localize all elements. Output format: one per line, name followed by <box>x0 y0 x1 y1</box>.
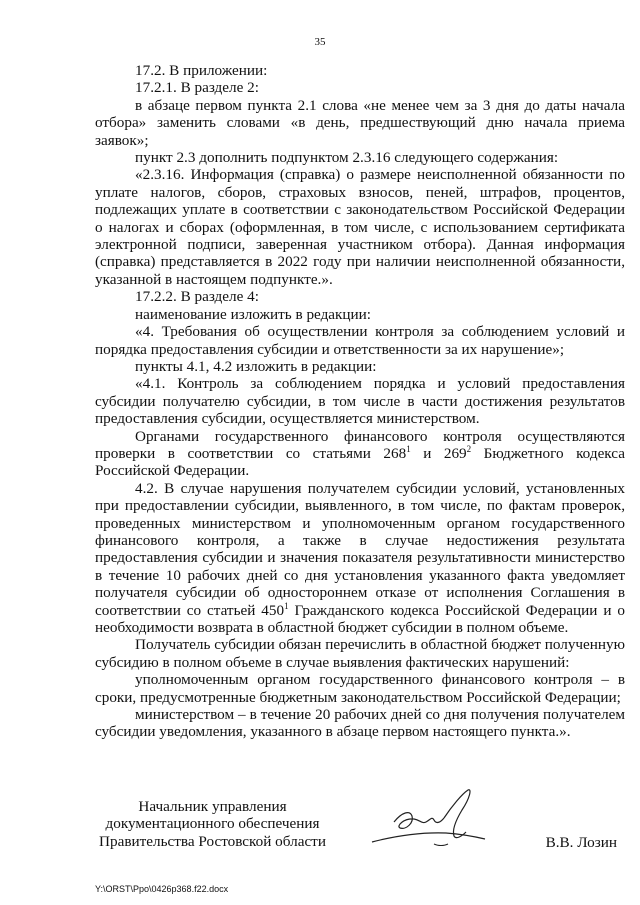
paragraph: «2.3.16. Информация (справка) о размере неисполненной обязанности по уплате налогов, сборов, страховых взносов, пеней, штрафов, процентов, подлежащих уплате в соответствии с законодательством Российской Федерации о налогах и сборах (оформленная, в том числе, с использованием сертификата электронной подписи, заверенная участником отбора). Данная информация (справка) представляется в 2022 году при наличии неисполненной обязанности, указанной в настоящем подпункте.». <box>95 166 625 288</box>
handwritten-signature <box>350 776 515 861</box>
superscript: 2 <box>466 443 472 454</box>
paragraph-text: Органами государственного финансового контроля осуществляются проверки в соответствии со статьями 268 <box>95 427 625 462</box>
paragraph: в абзаце первом пункта 2.1 слова «не менее чем за 3 дня до даты начала отбора» заменить словами «в день, предшествующий дню начала приема заявок»; <box>95 96 625 149</box>
signatory-title <box>95 798 330 850</box>
signatory-title-line: Правительства Ростовской области <box>99 832 326 850</box>
superscript: 1 <box>284 600 289 611</box>
paragraph: пункты 4.1, 4.2 изложить в редакции: <box>135 357 377 375</box>
paragraph: уполномоченным органом государственного финансового контроля – в сроки, предусмотренные бюджетным законодательством Российской Федерации; <box>95 671 625 706</box>
paragraph <box>95 480 625 637</box>
paragraph <box>95 428 625 480</box>
paragraph: министерством – в течение 20 рабочих дней со дня получения получателем субсидии уведомления, указанного в абзаце первом настоящего пункта.». <box>95 706 625 741</box>
file-path-footer: Y:\ORST\Ppo\0426p368.f22.docx <box>95 884 229 894</box>
paragraph: пункт 2.3 дополнить подпунктом 2.3.16 следующего содержания: <box>135 149 559 167</box>
signatory-title-line: документационного обеспечения <box>105 815 320 833</box>
signature-block <box>95 798 635 878</box>
signatory-title-line: Начальник управления <box>138 798 287 815</box>
paragraph: «4. Требования об осуществлении контроля за соблюдением условий и порядка предоставления субсидии и ответственности за их нарушение»; <box>95 323 625 358</box>
document-body <box>95 62 625 741</box>
paragraph: 17.2.2. В разделе 4: <box>135 288 259 306</box>
paragraph-text: Бюджетного кодекса Российской Федерации. <box>95 444 625 480</box>
superscript: 1 <box>406 443 411 454</box>
page-number: 35 <box>314 36 326 48</box>
paragraph: «4.1. Контроль за соблюдением порядка и условий предоставления субсидии получателю субсидии, в том числе в части достижения результатов предоставления субсидии, осуществляется министерством. <box>95 375 625 428</box>
paragraph-text: и 269 <box>410 444 467 462</box>
paragraph: наименование изложить в редакции: <box>135 305 372 323</box>
paragraph: 17.2. В приложении: <box>135 62 268 79</box>
paragraph-text: Гражданского кодекса Российской Федерации и о необходимости возврата в областной бюджет субсидии в полном объеме. <box>95 601 625 636</box>
paragraph: Получатель субсидии обязан перечислить в областной бюджет полученную субсидию в полном объеме в случае выявления фактических нарушений: <box>95 636 625 671</box>
paragraph: 17.2.1. В разделе 2: <box>135 79 259 97</box>
paragraph-text: 4.2. В случае нарушения получателем субсидии условий, установленных при предоставлении субсидии, выявленного, в том числе, по фактам проверок, проведенных министерством и уполномоченным органом государственного финансового контроля, а также в случае недостижения результата предоставления субсидии и значения показателя результативности министерство в течение 10 рабочих дней со дня установления указанного факта уведомляет получателя субсидии об одностороннем отказе от исполнения Соглашения в соответствии со статьей 450 <box>95 479 625 619</box>
signatory-name: В.В. Лозин <box>545 834 617 851</box>
